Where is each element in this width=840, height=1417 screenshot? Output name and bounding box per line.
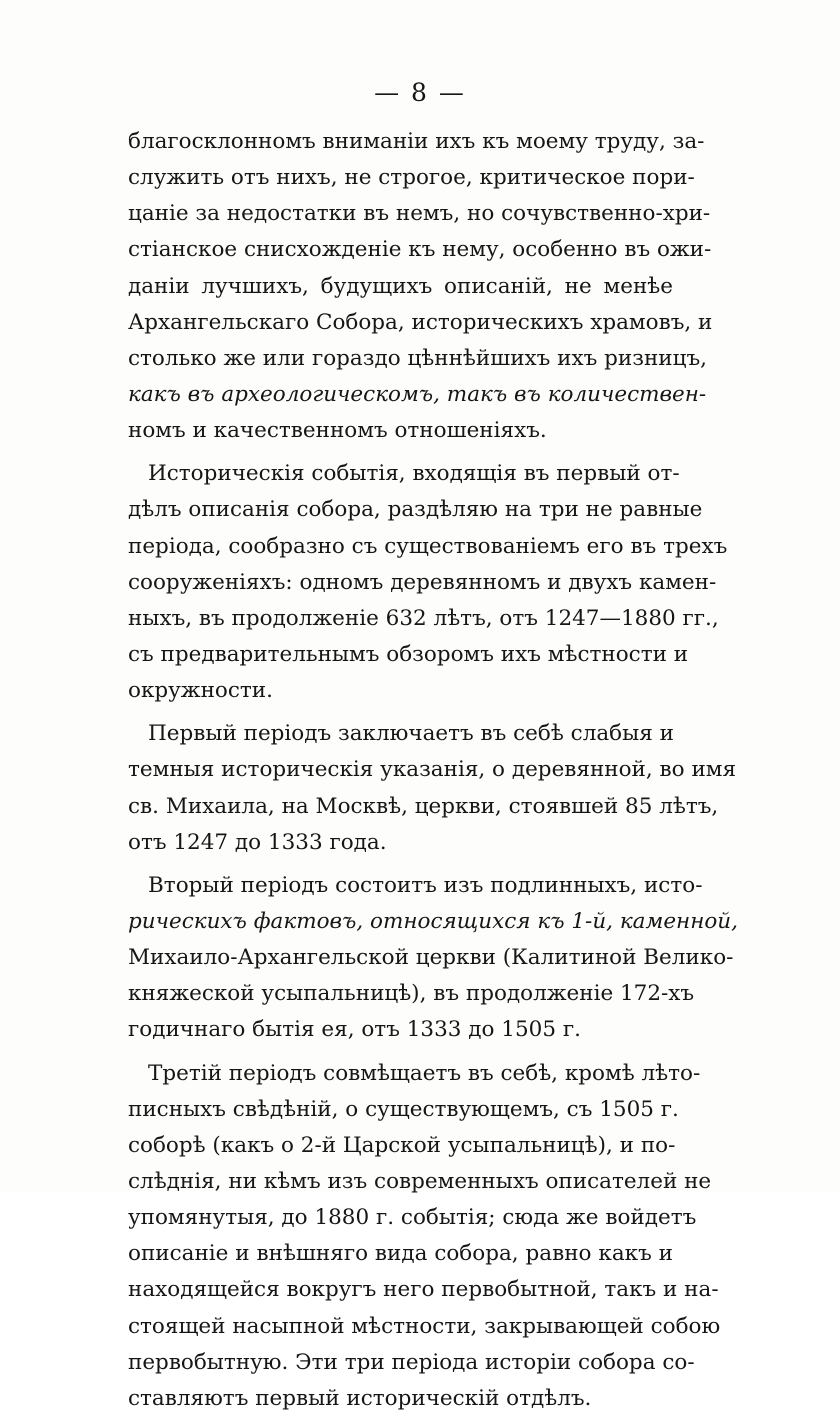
text-line: отъ 1247 до 1333 года. (128, 829, 387, 855)
text-line: годичнаго бытія ея, отъ 1333 до 1505 г. (128, 1017, 581, 1043)
text-line: номъ и качественномъ отношеніяхъ. (128, 418, 547, 444)
text-line: описаніе и внѣшняго вида собора, равно какъ и (128, 1241, 673, 1267)
text-line: находящейся вокругъ него первобытной, такъ и на- (128, 1277, 719, 1303)
paragraph-start-line: Историческія событія, входящія въ первый от- (148, 461, 680, 487)
text-line: Архангельскаго Собора, историческихъ храмовъ, и (128, 309, 713, 335)
text-line: служить отъ нихъ, не строгое, критическое пори- (128, 165, 695, 191)
text-line: св. Михаила, на Москвѣ, церкви, стоявшей 85 лѣтъ, (128, 793, 719, 819)
text-line: княжеской усыпальницѣ), въ продолженіе 172-хъ (128, 981, 695, 1007)
text-line: Михаило-Архангельской церкви (Калитиной Велико- (128, 945, 734, 971)
text-line: цаніе за недостатки въ немъ, но сочувственно-хри- (128, 201, 711, 227)
text-line: окружности. (128, 678, 273, 704)
text-line-italic: какъ въ археологическомъ, такъ въ количествен- (128, 381, 707, 407)
text-line: стіанское снисхожденіе къ нему, особенно въ ожи- (128, 237, 712, 263)
text-line: писныхъ свѣдѣній, о существующемъ, съ 1505 г. (128, 1096, 679, 1122)
paragraph-start-line: Первый періодъ заключаетъ въ себѣ слабыя и (148, 721, 674, 747)
paragraph-start-line: Третій періодъ совмѣщаетъ въ себѣ, кромѣ лѣто- (148, 1060, 701, 1086)
text-line: темныя историческія указанія, о деревянной, во имя (128, 757, 737, 783)
text-line: ныхъ, въ продолженіе 632 лѣтъ, отъ 1247—1880 гг., (128, 605, 719, 631)
text-line: упомянутыя, до 1880 г. событія; сюда же войдетъ (128, 1205, 697, 1231)
text-line: слѣднія, ни кѣмъ изъ современныхъ описателей не (128, 1168, 712, 1194)
text-line: сооруженіяхъ: одномъ деревянномъ и двухъ камен- (128, 569, 717, 595)
text-line: періода, сообразно съ существованіемъ его въ трехъ (128, 533, 728, 559)
text-line: стоящей насыпной мѣстности, закрывающей собою (128, 1313, 721, 1339)
text-line-italic: рическихъ фактовъ, относящихся къ 1-й, каменной, (128, 908, 738, 934)
text-line: первобытную. Эти три періода исторіи собора со- (128, 1349, 695, 1375)
text-line: благосклонномъ вниманіи ихъ къ моему труду, за- (128, 129, 705, 154)
text-line: ставляютъ первый историческій отдѣлъ. (128, 1385, 592, 1411)
text-line: соборѣ (какъ о 2-й Царской усыпальницѣ), и по- (128, 1132, 676, 1158)
page-number: — 8 — (374, 78, 466, 107)
body-text (128, 124, 738, 1417)
paragraph-start-line: Вторый періодъ состоитъ изъ подлинныхъ, исто- (148, 872, 703, 898)
text-line: дѣлъ описанія собора, раздѣляю на три не равные (128, 497, 703, 523)
text-line: даніи лучшихъ, будущихъ описаній, не менѣе (128, 273, 673, 299)
text-line: съ предварительнымъ обзоромъ ихъ мѣстности и (128, 641, 689, 667)
text-line: столько же или гораздо цѣннѣйшихъ ихъ ризницъ, (128, 345, 707, 371)
